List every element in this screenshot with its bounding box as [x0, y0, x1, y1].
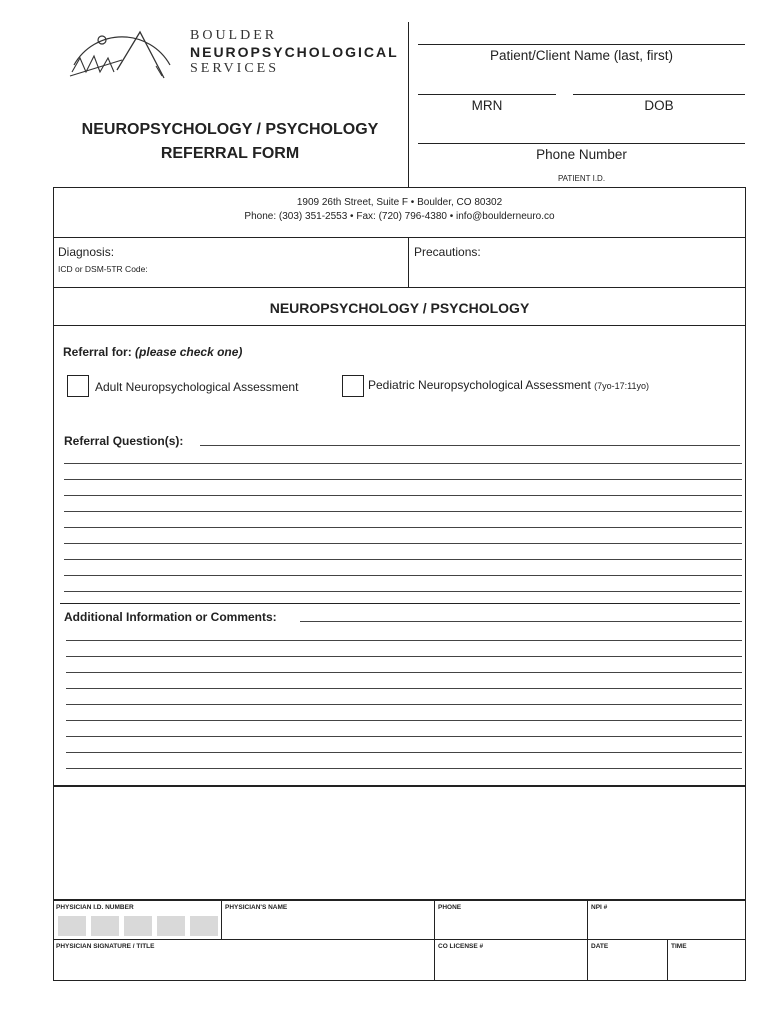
referral-question-line[interactable]	[64, 543, 742, 544]
physician-mid-border	[53, 939, 746, 940]
logo-text	[190, 28, 399, 77]
comment-line[interactable]	[66, 640, 742, 641]
physician-id-cell[interactable]	[190, 916, 218, 936]
header-divider	[408, 22, 409, 187]
diagnosis-label: Diagnosis:	[58, 245, 115, 259]
pediatric-assessment-checkbox[interactable]	[342, 375, 364, 397]
logo	[62, 10, 182, 80]
divider-diagnosis	[53, 287, 746, 288]
physician-top-border	[53, 900, 746, 901]
dob-label: DOB	[644, 98, 674, 113]
physician-id-cell[interactable]	[124, 916, 152, 936]
form-title-line-1: NEUROPSYCHOLOGY / PSYCHOLOGY	[81, 121, 379, 138]
comment-line[interactable]	[66, 672, 742, 673]
icd-code-label: ICD or DSM-5TR Code:	[58, 264, 148, 274]
co-license-field[interactable]	[435, 951, 586, 979]
logo-line-3: SERVICES	[190, 61, 280, 76]
referral-question-line[interactable]	[64, 591, 742, 592]
referral-question-line[interactable]	[200, 445, 740, 446]
physician-id-label: PHYSICIAN I.D. NUMBER	[56, 904, 134, 911]
time-field[interactable]	[668, 951, 744, 979]
phone-fax-email-line: Phone: (303) 351-2553 • Fax: (720) 796-4380 • info@boulderneuro.co	[244, 211, 555, 222]
adult-assessment-checkbox[interactable]	[67, 375, 89, 397]
phone-number-label: Phone Number	[536, 147, 627, 162]
pediatric-assessment-text: Pediatric Neuropsychological Assessment	[368, 378, 591, 392]
mrn-label: MRN	[471, 98, 503, 113]
patient-name-line[interactable]	[418, 44, 745, 45]
referral-questions-label: Referral Question(s):	[64, 434, 184, 448]
physician-right-border	[745, 900, 746, 980]
comments-label: Additional Information or Comments:	[64, 610, 277, 624]
referral-question-line[interactable]	[64, 495, 742, 496]
pediatric-age-range: (7yo-17:11yo)	[594, 381, 649, 391]
divider-section	[53, 325, 746, 326]
precautions-field[interactable]	[412, 240, 742, 286]
physician-id-cell[interactable]	[157, 916, 185, 936]
diagnosis-divider	[408, 237, 409, 287]
comment-line[interactable]	[66, 720, 742, 721]
form-title-line-2: REFERRAL FORM	[160, 145, 300, 162]
referral-for-hint: (please check one)	[135, 345, 243, 359]
logo-line-2: NEUROPSYCHOLOGICAL	[190, 44, 399, 60]
physician-id-cell[interactable]	[91, 916, 119, 936]
contact-info	[53, 196, 746, 224]
referral-for-prefix: Referral for:	[63, 345, 136, 359]
physician-bottom-border	[53, 980, 746, 981]
comment-line[interactable]	[66, 704, 742, 705]
time-label: TIME	[671, 943, 687, 950]
referral-question-line[interactable]	[64, 463, 742, 464]
referral-question-line[interactable]	[64, 527, 742, 528]
precautions-label: Precautions:	[414, 245, 481, 259]
phone-number-line[interactable]	[418, 143, 745, 144]
divider-contact	[53, 237, 746, 238]
pediatric-assessment-label	[368, 378, 649, 392]
referral-for-label	[63, 345, 242, 359]
date-label: DATE	[591, 943, 609, 950]
logo-mark-icon	[62, 10, 182, 80]
divider-questions	[60, 603, 740, 604]
physician-name-field[interactable]	[222, 912, 433, 938]
referral-question-line[interactable]	[64, 479, 742, 480]
patient-id-label: PATIENT I.D.	[557, 174, 606, 183]
physician-phone-label: PHONE	[438, 904, 462, 911]
patient-name-label: Patient/Client Name (last, first)	[489, 48, 674, 63]
referral-question-line[interactable]	[64, 575, 742, 576]
co-license-label: CO LICENSE #	[438, 943, 484, 950]
physician-id-cell[interactable]	[58, 916, 86, 936]
diagnosis-field[interactable]	[58, 240, 404, 286]
comment-line[interactable]	[66, 736, 742, 737]
mrn-line[interactable]	[418, 94, 556, 95]
adult-assessment-label: Adult Neuropsychological Assessment	[95, 380, 299, 394]
physician-signature-label: PHYSICIAN SIGNATURE / TITLE	[56, 943, 155, 950]
physician-phone-field[interactable]	[435, 912, 586, 938]
comment-line[interactable]	[66, 688, 742, 689]
comment-line[interactable]	[300, 621, 742, 622]
referral-question-line[interactable]	[64, 511, 742, 512]
comment-line[interactable]	[66, 656, 742, 657]
npi-label: NPI #	[591, 904, 608, 911]
divider-comments	[53, 785, 746, 787]
physician-signature-field[interactable]	[54, 951, 433, 979]
section-title: NEUROPSYCHOLOGY / PSYCHOLOGY	[269, 300, 530, 316]
comment-line[interactable]	[66, 768, 742, 769]
referral-question-line[interactable]	[64, 559, 742, 560]
comment-line[interactable]	[66, 752, 742, 753]
npi-field[interactable]	[588, 912, 744, 938]
date-field[interactable]	[588, 951, 666, 979]
logo-line-1: BOULDER	[190, 28, 278, 43]
address-line: 1909 26th Street, Suite F • Boulder, CO 80302	[296, 197, 503, 208]
physician-name-label: PHYSICIAN'S NAME	[225, 904, 288, 911]
dob-line[interactable]	[573, 94, 745, 95]
